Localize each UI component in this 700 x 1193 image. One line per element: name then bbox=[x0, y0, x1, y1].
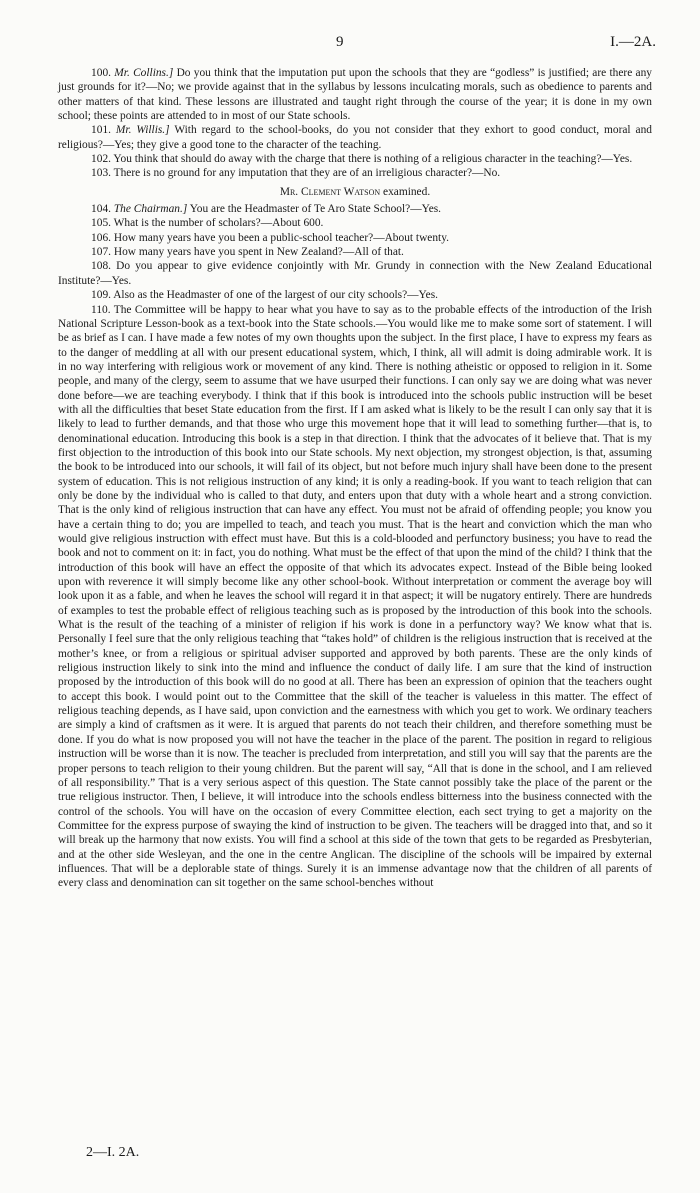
question-104 bbox=[58, 202, 652, 216]
question-number: 106. bbox=[91, 231, 111, 244]
question-number: 103. bbox=[91, 167, 111, 180]
question-text: You are the Headmaster of Te Aro State School?—Yes. bbox=[187, 203, 442, 216]
witness-heading bbox=[58, 185, 652, 199]
question-text: Also as the Headmaster of one of the largest of our city schools?—Yes. bbox=[113, 289, 438, 302]
document-reference: I.—2A. bbox=[610, 34, 656, 50]
question-103 bbox=[58, 166, 652, 180]
question-109 bbox=[58, 288, 652, 302]
question-text: How many years have you been a public-school teacher?—About twenty. bbox=[113, 231, 450, 244]
signature-mark: 2—I. 2A. bbox=[86, 1145, 140, 1160]
speaker: Mr. Willis.] bbox=[115, 124, 170, 137]
question-number: 104. bbox=[91, 203, 111, 216]
question-text: How many years have you spent in New Zealand?—All of that. bbox=[113, 246, 404, 259]
testimony-body bbox=[58, 66, 652, 891]
question-text: Do you think that the imputation put upon the schools that they are “godless” is justified; are there any just grounds for it?—No; we provide against that in the syllabus by lessons inculcating morals, such as obedience to parents and other matters of that kind. These lessons are illustrated and taught right through the course of the year; it is done in my own school; these points are attended to in most of our State schools. bbox=[58, 67, 652, 123]
question-text: The Committee will be happy to hear what you have to say as to the probable effects of the introduction of the Irish National Scripture Lesson-book as a text-book into the State schools.—You would like me to make some sort of statement. I will be as brief as I can. I have made a few notes of my own thoughts upon the subject. In the first place, I have to express my fears as to the danger of meddling at all with our present educational system, which, I think, all will admit is doing admirable work. It is in no way interfering with religious work or movement of any kind. There is nothing atheistic or opposed to religion in it. Some people, and many of the clergy, seem to assume that we have usurped their functions. I can only say we are doing what was never done before—we are teaching everybody. I think that if this book is introduced into the schools public instruction will be beset with all the difficulties that beset State education from the first. If I am asked what is likely to be the result I can only say that it is likely to lead to further demands, and that those who urge this movement hope that it will lead to something further—that is, to denominational education. Introducing this book is a step in that direction. I think that the advocates of it believe that. That is my first objection to the introduction of this book into our State schools. My next objection, my strongest objection, is that, assuming the book to be introduced into our schools, it will fail of its object, but not before much injury shall have been done to the present system of education. This is not religious instruction of any kind; it is only a reading-book. If you want to teach religion that can only be done by the individual who is called to that duty, and enters upon that duty with a whole heart and a strong conviction. That is the only kind of religious instruction that can have any effect. You must not be afraid of offending people; you know you have a certain thing to do; you are impelled to teach, and teach you must. That is the heart and conviction which the man who would give religious instruction with effect must have. But this is a cold-blooded and perfunctory business; you have to read the book and not to comment on it: in fact, you do nothing. What must be the effect of that upon the mind of the child? I think that the introduction of this book will have an effect the opposite of that which its advocates expect. Instead of the Bible being looked upon with reverence it will simply become like any other school-book. Without interpretation or comment the average boy will look upon it as a fable, and when he leaves the school will regard it in that aspect; it will be nugatory entirely. There are hundreds of examples to test the probable effect of religious teaching such as is proposed by the introduction of this book into the schools. What is the result of the teaching of a minister of religion if his work is done in a perfunctory way? We know what that is. Personally I feel sure that the only religious teaching that “takes hold” of children is the religious instruction that is received at the mother’s knee, or from a religious or spiritual adviser supported and approved by both parents. These are the only kinds of religious instruction likely to sink into the mind and influence the conduct of daily life. I am sure that the kind of instruction proposed by the introduction of this book will do no good at all. There has been an expression of opinion that the teachers ought to accept this book. I would point out to the Committee that the skill of the teacher is valueless in this matter. The effect of religious teaching depends, as I have said, upon conviction and the earnestness with which you get to work. We ordinary teachers are simply a kind of craftsmen as it were. It is argued that parents do not teach their children, and therefore something must be done. If you do what is now proposed you will not have the teacher in the place of the parent. The position in regard to religious instruction will be worse than it is now. The teacher is precluded from interpretation, and still you will say that the parents are the proper persons to teach religion to their young children. But the parent will say, “All that is done in the school, and I am relieved of all responsibility.” That is a very serious aspect of this question. The State cannot possibly take the place of the parent or the true religious instructor. Then, I believe, it will introduce into the schools endless bitterness into the business connected with the control of the schools. You will have on the occasion of every Committee election, each sect trying to get a majority on the Committee for the express purpose of swaying the kind of instruction to be given. The teachers will be dragged into that, and so it will break up the harmony that now exists. You will find a school at this side of the town that gets to be regarded as Presbyterian, and at the other side Wesleyan, and the one in the centre Anglican. The discipline of the schools will be impaired by external influences. That will be a deplorable state of things. Surely it is an immense advantage now that the children of all parents of every class and denomination can sit together on the same school-benches without bbox=[58, 303, 652, 890]
witness-name: Mr. Clement Watson bbox=[279, 185, 381, 198]
question-text: With regard to the school-books, do you not consider that they exhort to good conduct, moral and religious?—Yes; they give a good tone to the character of the teaching. bbox=[58, 124, 652, 151]
witness-suffix: examined. bbox=[380, 185, 431, 198]
speaker: Mr. Collins.] bbox=[114, 67, 174, 79]
question-100 bbox=[58, 66, 652, 123]
speaker: The Chairman.] bbox=[113, 203, 188, 216]
question-text: There is no ground for any imputation that they are of an irreligious character?—No. bbox=[113, 167, 501, 180]
question-102 bbox=[58, 152, 652, 166]
question-101 bbox=[58, 123, 652, 152]
page-number: 9 bbox=[336, 34, 344, 50]
question-number: 110. bbox=[91, 303, 111, 316]
question-105 bbox=[58, 216, 652, 230]
question-107 bbox=[58, 245, 652, 259]
question-number: 109. bbox=[91, 289, 111, 302]
question-text: What is the number of scholars?—About 600. bbox=[113, 217, 324, 230]
question-number: 100. bbox=[91, 67, 111, 79]
question-text: You think that should do away with the charge that there is nothing of a religious character in the teaching?—Yes. bbox=[113, 153, 633, 166]
question-text: Do you appear to give evidence conjointly with Mr. Grundy in connection with the New Zealand Educational Institute?—Yes. bbox=[58, 260, 652, 287]
question-number: 101. bbox=[91, 124, 111, 137]
question-number: 108. bbox=[91, 260, 111, 273]
question-number: 105. bbox=[91, 217, 111, 230]
question-110 bbox=[58, 303, 652, 891]
question-108 bbox=[58, 259, 652, 288]
question-number: 102. bbox=[91, 153, 111, 166]
question-106 bbox=[58, 231, 652, 245]
question-number: 107. bbox=[91, 246, 111, 259]
page-header bbox=[0, 34, 700, 54]
